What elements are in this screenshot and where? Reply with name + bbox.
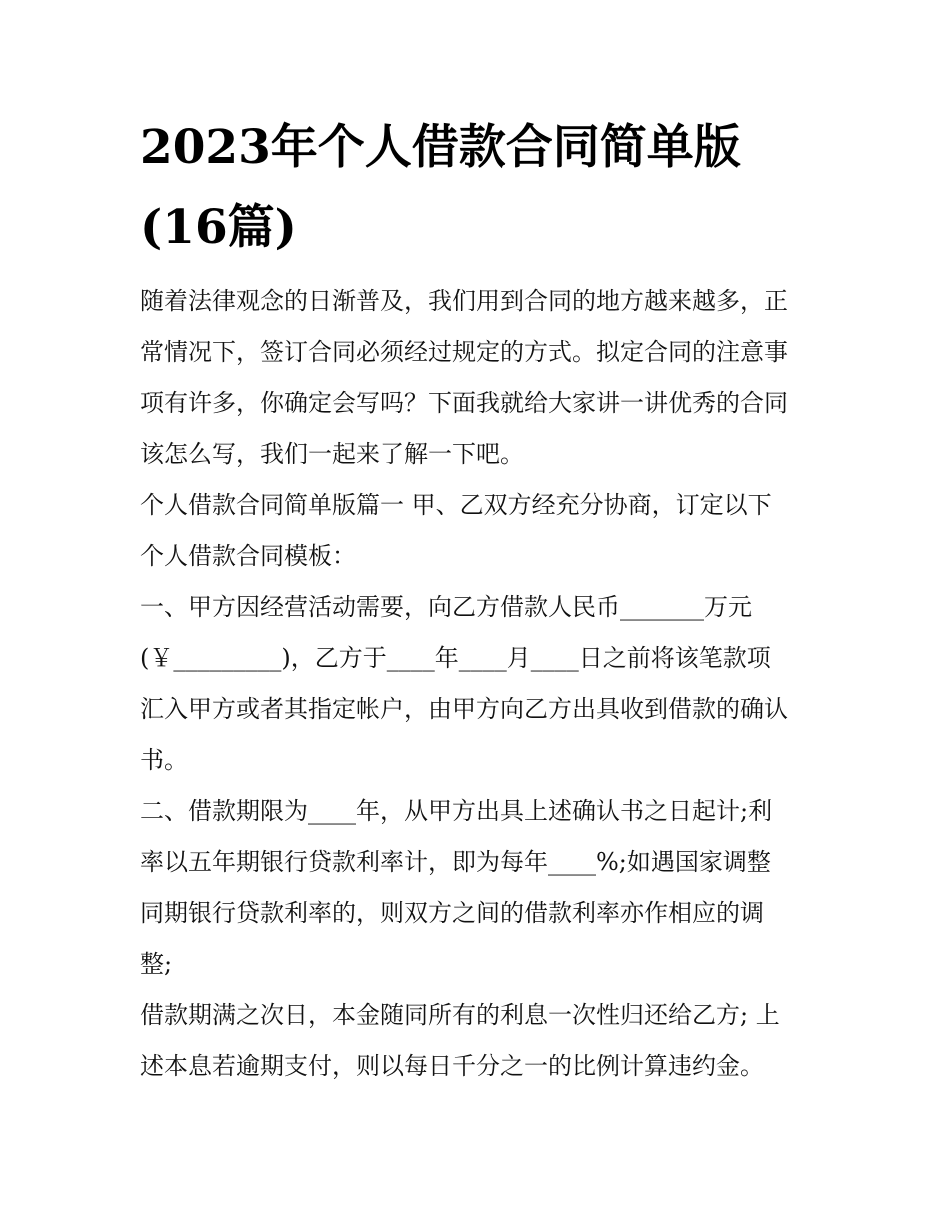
title-line: 2023年个人借款合同简单版 <box>140 120 741 175</box>
paragraph-line: 常情况下，签订合同必须经过规定的方式。拟定合同的注意事 <box>140 338 788 366</box>
paragraph-line: 借款期满之次日，本金随同所有的利息一次性归还给乙方; 上 <box>140 1001 780 1029</box>
title-line: (16篇) <box>140 200 297 255</box>
paragraph-line: 书。 <box>140 746 188 774</box>
document-body <box>140 276 824 1092</box>
paragraph-line: 个人借款合同简单版篇一 甲、乙双方经充分协商，订定以下 <box>140 491 772 519</box>
paragraph-line: 随着法律观念的日渐普及，我们用到合同的地方越来越多，正 <box>140 287 788 315</box>
paragraph-line: 同期银行贷款利率的，则双方之间的借款利率亦作相应的调 <box>140 899 764 927</box>
paragraph-line: 述本息若逾期支付，则以每日千分之一的比例计算违约金。 <box>140 1052 764 1080</box>
paragraph-line: 项有许多，你确定会写吗？下面我就给大家讲一讲优秀的合同 <box>140 389 788 417</box>
paragraph-line: 一、甲方因经营活动需要，向乙方借款人民币_______万元 <box>140 593 752 621</box>
paragraph-line: 个人借款合同模板： <box>140 542 356 570</box>
paragraph-line: 二、借款期限为____年，从甲方出具上述确认书之日起计;利 <box>140 797 773 825</box>
paragraph-line: (￥_________)，乙方于____年____月____日之前将该笔款项 <box>140 644 771 672</box>
document-title <box>140 108 830 268</box>
paragraph-line: 率以五年期银行贷款利率计，即为每年____%;如遇国家调整 <box>140 848 771 876</box>
paragraph-line: 该怎么写，我们一起来了解一下吧。 <box>140 440 524 468</box>
paragraph-line: 整; <box>140 950 173 978</box>
paragraph-line: 汇入甲方或者其指定帐户，由甲方向乙方出具收到借款的确认 <box>140 695 788 723</box>
